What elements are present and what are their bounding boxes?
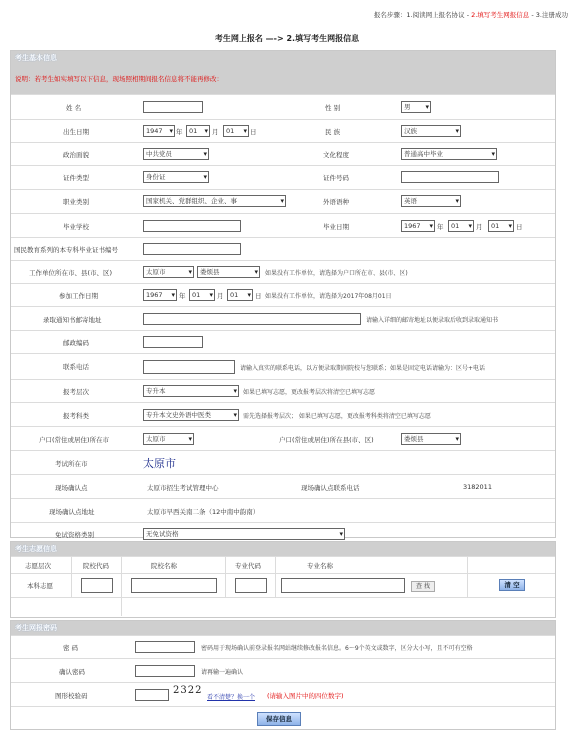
row-password: [11, 635, 555, 658]
language-label: 外语语种: [323, 198, 349, 206]
work-city-select[interactable]: 太原市 ▾: [143, 266, 194, 278]
confirm-phone-label: 现场确认点联系电话: [301, 484, 360, 492]
row-certificate: [11, 237, 555, 260]
job-label: 职业类别: [63, 198, 89, 206]
password-title-text: 考生网报密码: [15, 624, 57, 632]
row-name-gender: [11, 94, 555, 119]
header-major-code: 专业代码: [235, 562, 261, 570]
phone-input[interactable]: [143, 360, 235, 374]
language-select[interactable]: 英语 ▾: [401, 195, 461, 207]
confirm-address-label: 现场确认点地址: [49, 508, 95, 516]
col-divider: [121, 574, 122, 597]
col-divider: [71, 557, 72, 573]
row-id: [11, 165, 555, 189]
save-button[interactable]: 保存信息: [257, 712, 301, 726]
day-unit: 日: [516, 223, 523, 231]
cert-no-input[interactable]: [143, 243, 241, 255]
wish-title-text: 考生志愿信息: [15, 545, 57, 553]
row-political-education: [11, 142, 555, 165]
password-label: 密 码: [63, 644, 79, 652]
political-label: 政治面貌: [63, 151, 89, 159]
header-school-code: 院校代码: [83, 562, 109, 570]
confirm-password-label: 确认密码: [59, 668, 85, 676]
year-unit: 年: [437, 223, 444, 231]
exam-city-value: 太原市: [143, 457, 176, 470]
exam-city-label: 考试所在市: [55, 460, 88, 468]
education-label: 文化程度: [323, 151, 349, 159]
confirm-phone-value: 3182011: [463, 483, 492, 491]
wish-header-row: [11, 556, 555, 573]
mail-address-label: 录取通知书邮寄地址: [43, 316, 102, 324]
password-section-title: [11, 621, 555, 635]
school-input[interactable]: [143, 220, 241, 232]
captcha-image: 2322: [173, 685, 203, 696]
col-divider: [71, 574, 72, 597]
level-label: 报考层次: [63, 388, 89, 396]
wish-section-title: [11, 542, 555, 556]
school-label: 毕业学校: [63, 223, 89, 231]
name-label: 姓 名: [66, 104, 82, 112]
id-no-input[interactable]: [401, 171, 499, 183]
work-date-label: 参加工作日期: [59, 292, 98, 300]
hukou-county-label: 户口(常住或居住)所在县(市、区): [279, 436, 374, 444]
password-input[interactable]: [135, 641, 195, 653]
row-level: [11, 379, 555, 402]
work-location-hint: 如果没有工作单位，请选择为户口所在市、县(市、区): [265, 270, 408, 277]
step-separator: -: [464, 11, 472, 19]
row-school-grad: [11, 213, 555, 237]
wish-row: [11, 573, 555, 597]
hukou-city-select[interactable]: 太原市 ▾: [143, 433, 194, 445]
row-save: [11, 706, 555, 731]
education-select[interactable]: 普通高中毕业 ▾: [401, 148, 497, 160]
exempt-label: 免试资格类别: [55, 531, 94, 539]
col-divider: [275, 574, 276, 597]
basic-info-notice: 说明：若考生如实填写以下信息，现场照相期间报名信息将不能再修改：: [11, 65, 555, 94]
month-unit: 月: [476, 223, 483, 231]
basic-info-section-title: [11, 51, 555, 65]
level-select[interactable]: 专升本 ▾: [143, 385, 239, 397]
header-major-name: 专业名称: [307, 562, 333, 570]
day-unit: 日: [250, 128, 257, 136]
grad-day-select[interactable]: 01 ▾: [488, 220, 514, 232]
hukou-county-select[interactable]: 娄烦县 ▾: [401, 433, 461, 445]
row-mail-address: [11, 306, 555, 330]
confirm-point-value: 太原市招生考试管理中心: [147, 484, 219, 492]
grad-year-select[interactable]: 1967 ▾: [401, 220, 435, 232]
captcha-refresh-link[interactable]: 看不清楚？换一个: [207, 694, 256, 701]
basic-info-panel: [10, 50, 556, 538]
work-year-select[interactable]: 1967 ▾: [143, 289, 177, 301]
page-title-main: 考生网上报名: [214, 34, 263, 43]
row-confirm-password: [11, 658, 555, 682]
id-type-label: 证件类型: [63, 174, 89, 182]
captcha-input[interactable]: [135, 689, 169, 701]
phone-hint: 请输入真实的联系电话，以方便录取期间院校与您联系；如果是固定电话请输为：区号+电话: [240, 365, 486, 372]
col-divider: [121, 557, 122, 573]
work-month-select[interactable]: 01 ▾: [189, 289, 215, 301]
row-exam-city: [11, 450, 555, 474]
month-unit: 月: [212, 128, 219, 136]
steps-prefix: 报名步骤：: [373, 11, 407, 19]
row-confirm-address: [11, 498, 555, 522]
row-captcha: [11, 682, 555, 706]
step-3: 3.注册成功: [535, 11, 568, 19]
page-title-arrow: —->: [262, 34, 287, 43]
col-divider: [467, 574, 468, 597]
row-confirm-point: [11, 474, 555, 498]
major-code-input[interactable]: [235, 578, 267, 593]
mail-address-input[interactable]: [143, 313, 361, 325]
political-select[interactable]: 中共党员 ▾: [143, 148, 209, 160]
id-type-select[interactable]: 身份证 ▾: [143, 171, 209, 183]
cert-no-label: 国民教育系列的本专科毕业证书编号: [14, 246, 118, 254]
work-location-label: 工作单位所在市、县(市、区): [29, 269, 113, 277]
hukou-city-label: 户口(常住或居住)所在市: [39, 436, 110, 444]
school-name-input[interactable]: [131, 578, 217, 593]
gender-select[interactable]: 男 ▾: [401, 101, 431, 113]
col-divider: [225, 574, 226, 597]
step-separator: -: [529, 11, 536, 19]
row-hukou: [11, 426, 555, 450]
page-title: [0, 33, 574, 44]
confirm-password-hint: 请再输一遍确认: [201, 669, 244, 676]
zip-input[interactable]: [143, 336, 203, 348]
header-school-name: 院校名称: [151, 562, 177, 570]
mail-address-hint: 请输入详细的邮寄地址以便录取后收到录取通知书: [366, 317, 499, 324]
grad-date-label: 毕业日期: [323, 223, 349, 231]
major-name-input[interactable]: [281, 578, 405, 593]
wish-level-value: 本科志愿: [27, 582, 53, 590]
phone-label: 联系电话: [63, 363, 89, 371]
school-code-input[interactable]: [81, 578, 113, 593]
row-job-language: [11, 189, 555, 213]
birth-day-select[interactable]: 01 ▾: [223, 125, 249, 137]
step-2-current: 2.填写考生网报信息: [471, 11, 530, 19]
col-divider: [225, 557, 226, 573]
password-hint: 密码用于现场确认前登录报名网站继续修改报名信息。6～9个英文或数字，区分大小写，且不可有空格: [201, 645, 473, 652]
page-title-sub: 2.填写考生网报信息: [286, 34, 360, 43]
header-level: 志愿层次: [25, 562, 51, 570]
col-divider: [121, 598, 122, 616]
name-input[interactable]: [143, 101, 203, 113]
clear-button[interactable]: 清 空: [499, 579, 525, 591]
row-subject: [11, 402, 555, 426]
wish-empty-row: [11, 597, 555, 616]
confirm-address-value: 太原市早西关南二条（12中南中韵南）: [147, 508, 260, 516]
row-work-location: [11, 260, 555, 283]
job-select[interactable]: 国家机关、党群组织、企业、事 ▾: [143, 195, 286, 207]
wish-panel: [10, 541, 556, 618]
grad-month-select[interactable]: 01 ▾: [448, 220, 474, 232]
step-1: 1.阅读网上报名协议: [406, 11, 465, 19]
col-divider: [467, 557, 468, 573]
step-indicator: [374, 10, 568, 19]
captcha-label: 图形校验码: [55, 692, 88, 700]
row-work-date: [11, 283, 555, 306]
work-day-select[interactable]: 01 ▾: [227, 289, 253, 301]
row-phone: [11, 353, 555, 379]
row-zip: [11, 330, 555, 353]
captcha-hint: (请输入图片中的四位数字): [267, 692, 344, 700]
subject-hint: 需先选择报考层次； 如果已填写志愿，更改报考科类将清空已填写志愿: [243, 413, 431, 420]
year-unit: 年: [179, 292, 186, 300]
month-unit: 月: [217, 292, 224, 300]
password-panel: [10, 620, 556, 730]
work-county-select[interactable]: 娄烦县 ▾: [197, 266, 260, 278]
confirm-password-input[interactable]: [135, 665, 195, 677]
subject-select[interactable]: 专升本文史外语中医类 ▾: [143, 409, 239, 421]
birth-year-select[interactable]: 1947 ▾: [143, 125, 175, 137]
col-divider: [275, 557, 276, 573]
birth-month-select[interactable]: 01 ▾: [186, 125, 210, 137]
search-button[interactable]: 查 找: [411, 581, 435, 592]
gender-label: 性 别: [325, 104, 341, 112]
basic-info-title-text: 考生基本信息: [15, 54, 57, 62]
exempt-select[interactable]: 无免试资格 ▾: [143, 528, 345, 540]
ethnic-select[interactable]: 汉族 ▾: [401, 125, 461, 137]
year-unit: 年: [176, 128, 183, 136]
row-birth-ethnic: [11, 119, 555, 142]
confirm-point-label: 现场确认点: [55, 484, 88, 492]
id-no-label: 证件号码: [323, 174, 349, 182]
zip-label: 邮政编码: [63, 339, 89, 347]
birth-label: 出生日期: [63, 128, 89, 136]
subject-label: 报考科类: [63, 412, 89, 420]
ethnic-label: 民 族: [325, 128, 341, 136]
level-hint: 如果已填写志愿，更改报考层次将清空已填写志愿: [243, 389, 376, 396]
day-unit: 日: [255, 292, 262, 300]
work-date-hint: 如果没有工作单位，请选择为2017年08月01日: [265, 293, 392, 300]
